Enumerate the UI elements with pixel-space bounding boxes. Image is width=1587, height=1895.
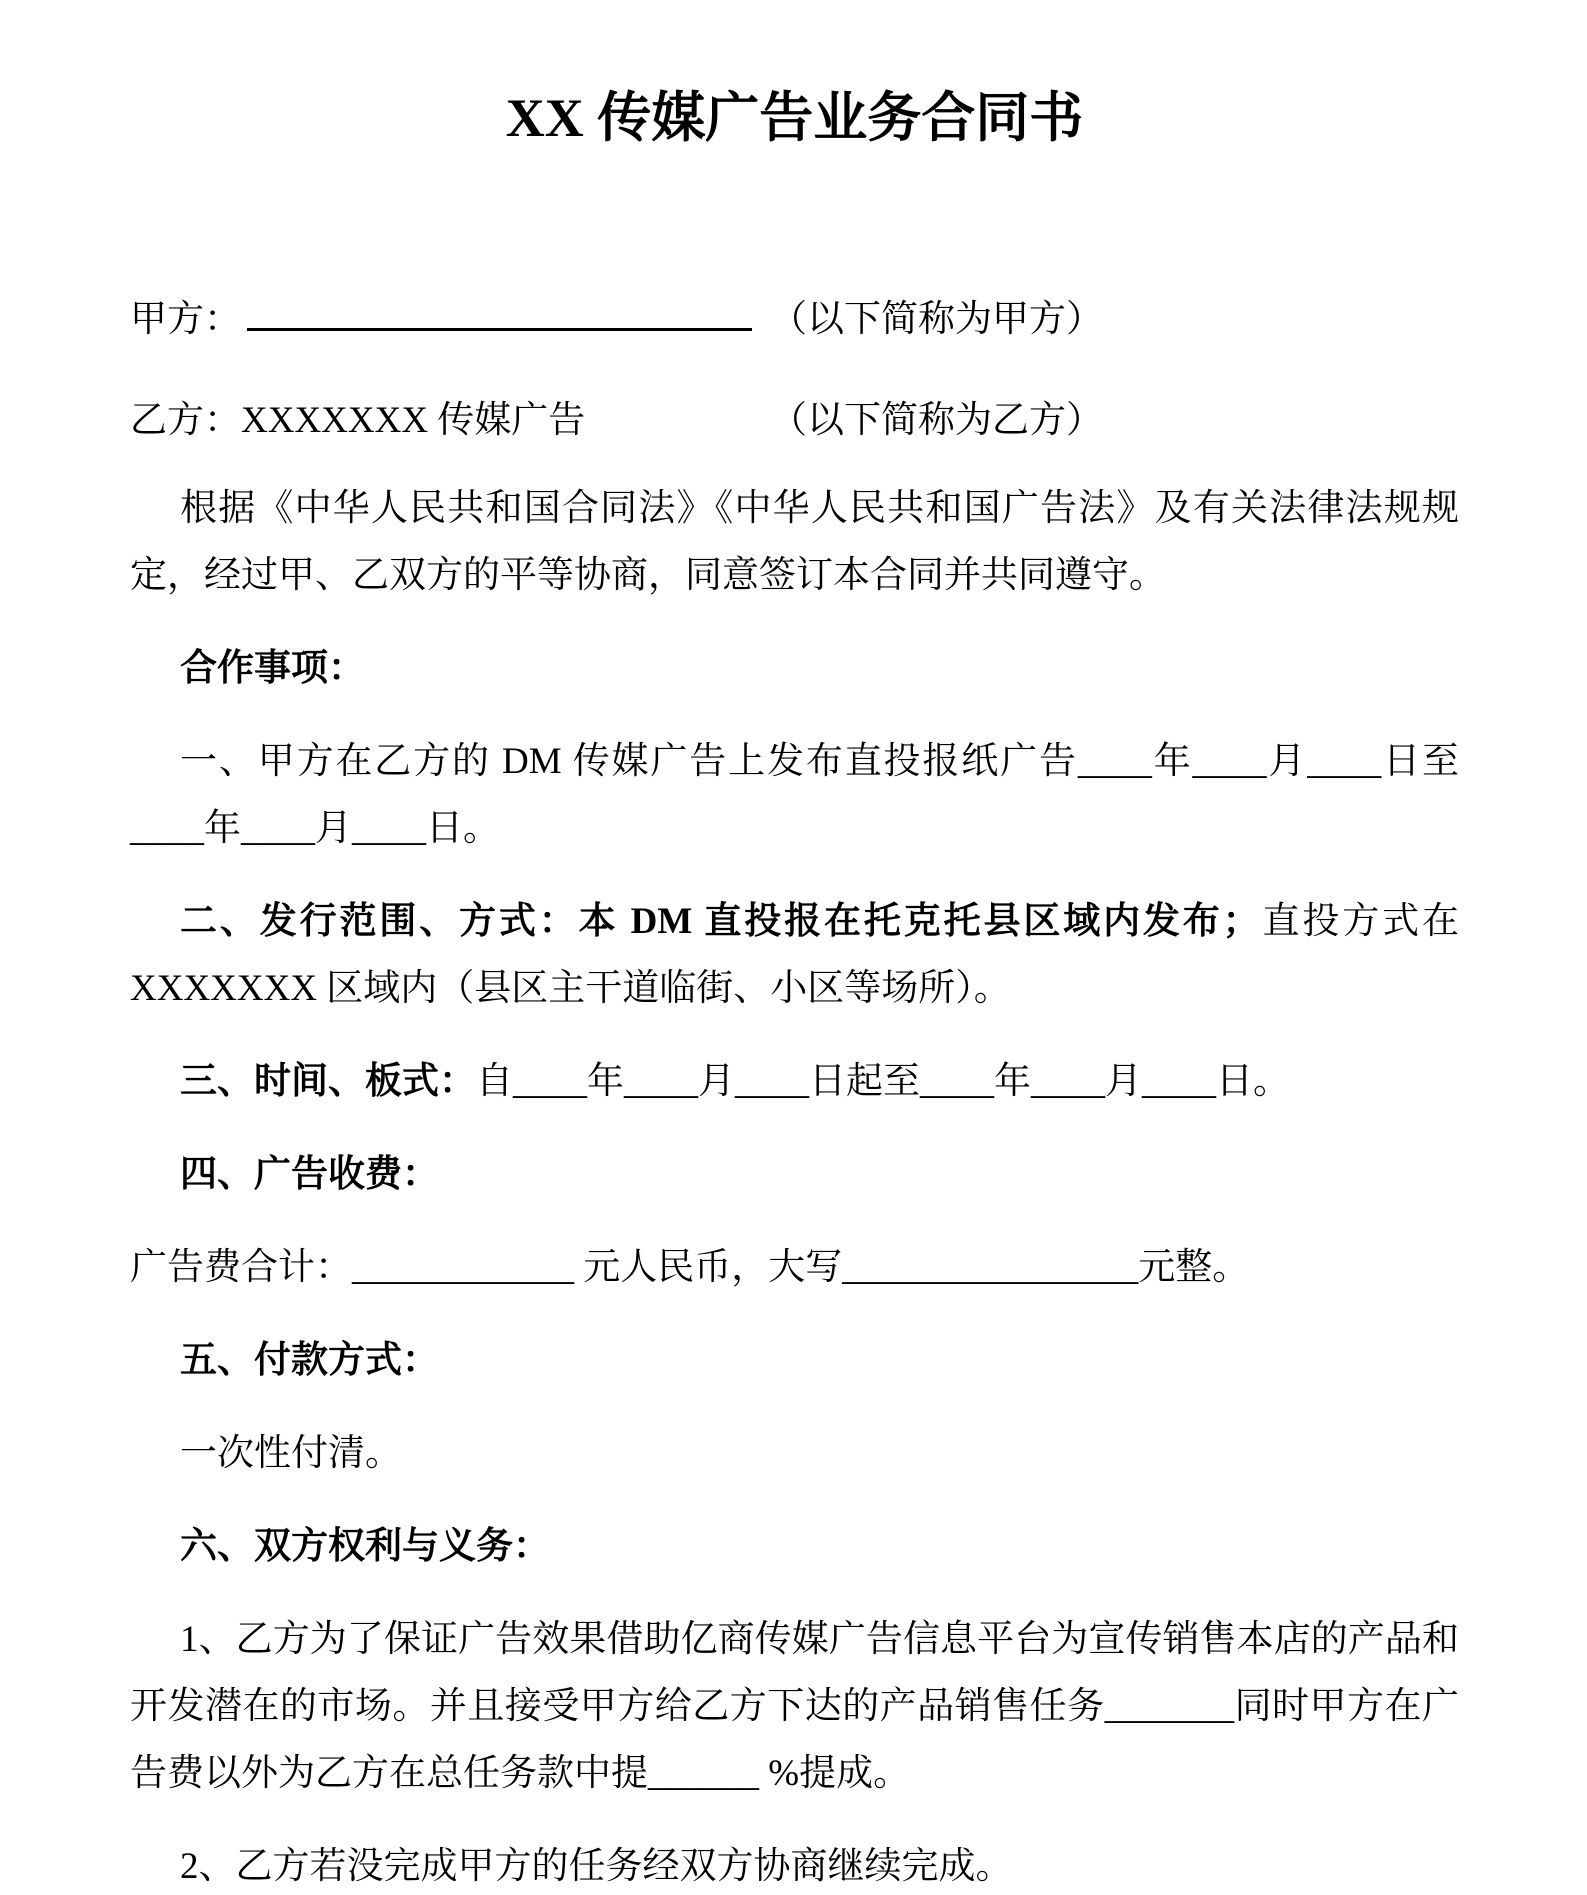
party-b-label: 乙方： bbox=[130, 400, 241, 441]
clause-3-body: 自____年____月____日起至____年____月____日。 bbox=[476, 1061, 1290, 1102]
payment-body: 一次性付清。 bbox=[180, 1433, 402, 1474]
cooperation-heading: 合作事项： bbox=[180, 648, 365, 689]
duties-heading: 六、双方权利与义务： bbox=[180, 1526, 550, 1567]
clause-3 bbox=[130, 1048, 1459, 1115]
payment-heading: 五、付款方式： bbox=[180, 1340, 439, 1381]
party-a-alias: （以下简称为甲方） bbox=[770, 299, 1103, 340]
document-title: XX 传媒广告业务合同书 bbox=[505, 88, 1084, 148]
fee-total-line: 广告费合计：____________ 元人民币，大写________________元整。 bbox=[130, 1247, 1250, 1288]
clause-1: 一、甲方在乙方的 DM 传媒广告上发布直投报纸广告____年____月____日至____年____月____日。 bbox=[130, 741, 1459, 849]
party-b-row bbox=[130, 387, 1459, 454]
clause-2-emphasis: 本 DM 直投报在托克托县区域内发布； bbox=[578, 901, 1260, 942]
party-b-name: XXXXXXX 传媒广告 bbox=[241, 400, 586, 441]
party-a-blank bbox=[247, 291, 752, 331]
party-a-row bbox=[130, 286, 1459, 353]
clause-2 bbox=[130, 888, 1459, 1022]
party-b-alias: （以下简称为乙方） bbox=[770, 400, 1103, 441]
clause-2-body: 直投方式在XXXXXXX 区域内（县区主干道临街、小区等场所）。 bbox=[130, 901, 1460, 1009]
fees-heading: 四、广告收费： bbox=[180, 1154, 439, 1195]
clause-3-heading: 三、时间、板式： bbox=[180, 1061, 476, 1102]
preamble-paragraph: 根据《中华人民共和国合同法》《中华人民共和国广告法》及有关法律法规规定，经过甲、乙双方的平等协商，同意签订本合同并共同遵守。 bbox=[130, 488, 1459, 596]
party-a-label: 甲方： bbox=[130, 299, 241, 340]
duty-2: 2、乙方若没完成甲方的任务经双方协商继续完成。 bbox=[180, 1846, 1013, 1887]
clause-2-heading: 二、发行范围、方式： bbox=[180, 901, 579, 942]
duty-1: 1、乙方为了保证广告效果借助亿商传媒广告信息平台为宣传销售本店的产品和开发潜在的市场。并且接受甲方给乙方下达的产品销售任务_______同时甲方在广告费以外为乙方在总任务款中提______ %提成。 bbox=[130, 1619, 1459, 1794]
